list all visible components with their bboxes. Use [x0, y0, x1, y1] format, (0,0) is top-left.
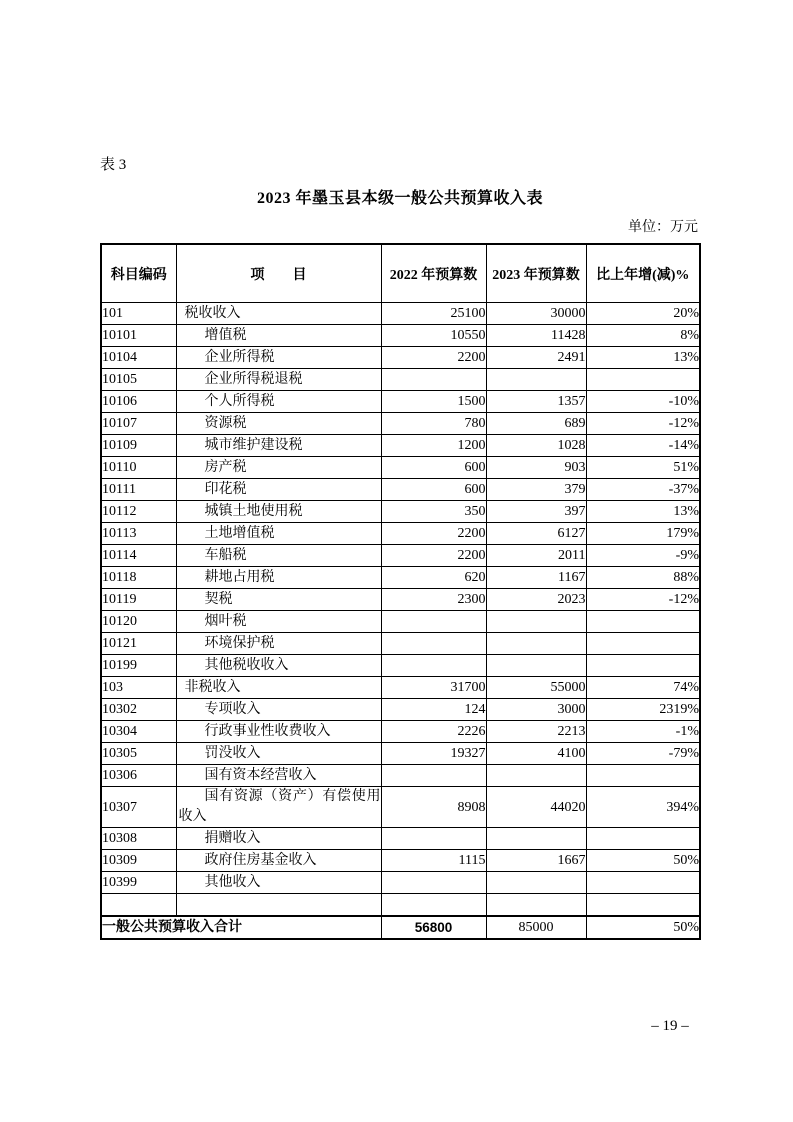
change-percent-cell	[586, 828, 700, 850]
budget-2023-cell: 379	[486, 479, 586, 501]
column-header-1: 项 目	[176, 244, 381, 303]
table-row	[101, 369, 700, 391]
budget-2023-cell: 6127	[486, 523, 586, 545]
budget-2022-cell: 25100	[381, 303, 486, 325]
item-name-cell: 烟叶税	[176, 611, 381, 633]
change-percent-cell: 74%	[586, 677, 700, 699]
item-name-cell: 耕地占用税	[176, 567, 381, 589]
table-row	[101, 850, 700, 872]
subject-code-cell: 10308	[101, 828, 176, 850]
table-row	[101, 765, 700, 787]
change-percent-cell	[586, 765, 700, 787]
subject-code-cell: 101	[101, 303, 176, 325]
table-row	[101, 413, 700, 435]
budget-2022-cell: 2200	[381, 523, 486, 545]
change-percent-cell: 51%	[586, 457, 700, 479]
subject-code-cell: 10199	[101, 655, 176, 677]
table-row	[101, 391, 700, 413]
table-row	[101, 743, 700, 765]
budget-2022-cell	[381, 655, 486, 677]
item-name-cell: 印花税	[176, 479, 381, 501]
item-name-cell: 土地增值税	[176, 523, 381, 545]
budget-2022-cell: 2200	[381, 347, 486, 369]
budget-2022-cell: 350	[381, 501, 486, 523]
item-name-cell: 国有资本经营收入	[176, 765, 381, 787]
subject-code-cell: 10105	[101, 369, 176, 391]
empty-cell	[101, 894, 176, 916]
budget-2022-cell: 8908	[381, 787, 486, 828]
item-name-cell: 增值税	[176, 325, 381, 347]
subject-code-cell: 103	[101, 677, 176, 699]
budget-2023-cell: 689	[486, 413, 586, 435]
change-percent-cell: -1%	[586, 721, 700, 743]
subject-code-cell: 10118	[101, 567, 176, 589]
budget-2023-cell: 55000	[486, 677, 586, 699]
subject-code-cell: 10112	[101, 501, 176, 523]
budget-2023-cell: 903	[486, 457, 586, 479]
budget-2022-cell: 620	[381, 567, 486, 589]
budget-2023-cell	[486, 872, 586, 894]
budget-2022-cell	[381, 828, 486, 850]
table-row	[101, 611, 700, 633]
column-header-3: 2023 年预算数	[486, 244, 586, 303]
item-name-cell: 城市维护建设税	[176, 435, 381, 457]
change-percent-cell	[586, 633, 700, 655]
change-percent-cell: -12%	[586, 413, 700, 435]
budget-2023-cell: 1167	[486, 567, 586, 589]
item-name-cell: 个人所得税	[176, 391, 381, 413]
subject-code-cell: 10114	[101, 545, 176, 567]
table-header	[101, 244, 700, 303]
change-percent-cell: 2319%	[586, 699, 700, 721]
budget-2022-cell: 780	[381, 413, 486, 435]
change-percent-cell: 8%	[586, 325, 700, 347]
change-percent-cell	[586, 369, 700, 391]
subject-code-cell: 10309	[101, 850, 176, 872]
unit-note: 单位：万元	[628, 220, 698, 235]
budget-2023-cell: 1357	[486, 391, 586, 413]
subject-code-cell: 10109	[101, 435, 176, 457]
table-row	[101, 677, 700, 699]
change-percent-cell: 88%	[586, 567, 700, 589]
table-row	[101, 699, 700, 721]
change-percent-cell: -9%	[586, 545, 700, 567]
empty-row	[101, 894, 700, 916]
table-row	[101, 828, 700, 850]
subject-code-cell: 10113	[101, 523, 176, 545]
budget-2023-cell: 30000	[486, 303, 586, 325]
change-percent-cell: -12%	[586, 589, 700, 611]
change-percent-cell	[586, 872, 700, 894]
subject-code-cell: 10119	[101, 589, 176, 611]
table-row	[101, 347, 700, 369]
change-percent-cell: 50%	[586, 850, 700, 872]
table-row	[101, 501, 700, 523]
change-percent-cell: -14%	[586, 435, 700, 457]
subject-code-cell: 10107	[101, 413, 176, 435]
budget-2022-cell: 1200	[381, 435, 486, 457]
table-row	[101, 787, 700, 828]
page-number: – 19 –	[651, 1018, 689, 1034]
item-name-cell: 城镇土地使用税	[176, 501, 381, 523]
budget-2022-cell: 10550	[381, 325, 486, 347]
page-title: 2023 年墨玉县本级一般公共预算收入表	[256, 190, 543, 207]
table-row	[101, 721, 700, 743]
item-name-cell: 政府住房基金收入	[176, 850, 381, 872]
budget-2023-cell: 2023	[486, 589, 586, 611]
budget-2023-cell	[486, 633, 586, 655]
budget-2023-cell	[486, 369, 586, 391]
subject-code-cell: 10111	[101, 479, 176, 501]
item-name-cell: 契税	[176, 589, 381, 611]
item-name-cell: 房产税	[176, 457, 381, 479]
budget-2023-cell: 2011	[486, 545, 586, 567]
budget-2023-cell: 1028	[486, 435, 586, 457]
table-row	[101, 303, 700, 325]
change-percent-cell: -79%	[586, 743, 700, 765]
item-name-cell: 车船税	[176, 545, 381, 567]
item-name-cell: 企业所得税退税	[176, 369, 381, 391]
budget-2023-cell: 1667	[486, 850, 586, 872]
budget-2022-cell: 2300	[381, 589, 486, 611]
table-row	[101, 479, 700, 501]
table-row	[101, 457, 700, 479]
item-name-cell: 税收收入	[176, 303, 381, 325]
column-header-4: 比上年增(减)%	[586, 244, 700, 303]
item-name-cell: 资源税	[176, 413, 381, 435]
budget-2022-cell: 31700	[381, 677, 486, 699]
change-percent-cell: -37%	[586, 479, 700, 501]
table-body	[101, 303, 700, 939]
header-row	[101, 244, 700, 303]
change-percent-cell: 13%	[586, 347, 700, 369]
budget-2022-cell: 1115	[381, 850, 486, 872]
budget-2022-cell: 600	[381, 479, 486, 501]
total-v2023-cell: 85000	[486, 916, 586, 939]
budget-2023-cell	[486, 765, 586, 787]
budget-2022-cell	[381, 369, 486, 391]
budget-2023-cell: 4100	[486, 743, 586, 765]
total-label-cell: 一般公共预算收入合计	[101, 916, 381, 939]
budget-2023-cell: 2213	[486, 721, 586, 743]
subject-code-cell: 10106	[101, 391, 176, 413]
item-name-cell: 其他收入	[176, 872, 381, 894]
budget-2022-cell	[381, 765, 486, 787]
item-name-cell: 其他税收收入	[176, 655, 381, 677]
document-content	[100, 156, 700, 940]
subject-code-cell: 10110	[101, 457, 176, 479]
item-name-cell: 企业所得税	[176, 347, 381, 369]
budget-2022-cell: 19327	[381, 743, 486, 765]
table-label: 表 3	[100, 157, 127, 173]
item-name-cell: 行政事业性收费收入	[176, 721, 381, 743]
column-header-2: 2022 年预算数	[381, 244, 486, 303]
budget-2023-cell: 2491	[486, 347, 586, 369]
table-row	[101, 589, 700, 611]
total-row	[101, 916, 700, 939]
change-percent-cell: 13%	[586, 501, 700, 523]
budget-2023-cell	[486, 655, 586, 677]
empty-cell	[381, 894, 486, 916]
table-row	[101, 633, 700, 655]
column-header-0: 科目编码	[101, 244, 176, 303]
item-name-cell: 专项收入	[176, 699, 381, 721]
table-row	[101, 523, 700, 545]
table-row	[101, 567, 700, 589]
subject-code-cell: 10305	[101, 743, 176, 765]
table-row	[101, 545, 700, 567]
item-name-cell: 捐赠收入	[176, 828, 381, 850]
subject-code-cell: 10399	[101, 872, 176, 894]
empty-cell	[586, 894, 700, 916]
budget-2022-cell	[381, 872, 486, 894]
item-name-cell: 国有资源（资产）有偿使用收入	[176, 787, 381, 828]
budget-2023-cell: 3000	[486, 699, 586, 721]
empty-cell	[486, 894, 586, 916]
table-row	[101, 655, 700, 677]
budget-2022-cell	[381, 633, 486, 655]
budget-revenue-table	[100, 243, 701, 940]
budget-2022-cell: 600	[381, 457, 486, 479]
budget-2023-cell	[486, 828, 586, 850]
total-change-cell: 50%	[586, 916, 700, 939]
change-percent-cell	[586, 655, 700, 677]
table-row	[101, 325, 700, 347]
budget-2023-cell: 397	[486, 501, 586, 523]
subject-code-cell: 10121	[101, 633, 176, 655]
empty-cell	[176, 894, 381, 916]
subject-code-cell: 10101	[101, 325, 176, 347]
budget-2023-cell: 11428	[486, 325, 586, 347]
change-percent-cell: 20%	[586, 303, 700, 325]
table-row	[101, 872, 700, 894]
budget-2023-cell	[486, 611, 586, 633]
item-name-cell: 罚没收入	[176, 743, 381, 765]
budget-2022-cell	[381, 611, 486, 633]
budget-2022-cell: 2226	[381, 721, 486, 743]
change-percent-cell: 179%	[586, 523, 700, 545]
subject-code-cell: 10306	[101, 765, 176, 787]
item-name-cell: 环境保护税	[176, 633, 381, 655]
item-name-cell: 非税收入	[176, 677, 381, 699]
change-percent-cell	[586, 611, 700, 633]
subject-code-cell: 10304	[101, 721, 176, 743]
subject-code-cell: 10307	[101, 787, 176, 828]
budget-2023-cell: 44020	[486, 787, 586, 828]
total-v2022-cell: 56800	[381, 916, 486, 939]
subject-code-cell: 10104	[101, 347, 176, 369]
budget-2022-cell: 1500	[381, 391, 486, 413]
table-row	[101, 435, 700, 457]
subject-code-cell: 10302	[101, 699, 176, 721]
subject-code-cell: 10120	[101, 611, 176, 633]
change-percent-cell: -10%	[586, 391, 700, 413]
budget-2022-cell: 2200	[381, 545, 486, 567]
budget-2022-cell: 124	[381, 699, 486, 721]
change-percent-cell: 394%	[586, 787, 700, 828]
